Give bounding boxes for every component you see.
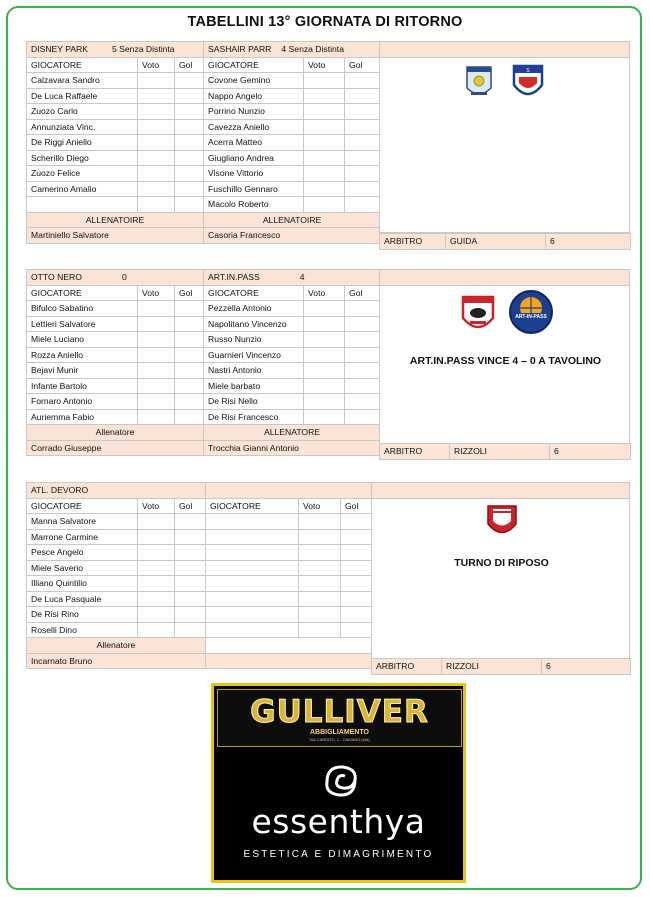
player-name: Bejavi Munir [27, 363, 138, 379]
player-cell [304, 363, 345, 379]
player-cell [304, 119, 345, 135]
col-giocatore: GIOCATORE [204, 57, 304, 73]
player-cell [138, 104, 175, 120]
otto-nero-logo-icon [460, 294, 496, 336]
match1-away-coach-label: ALLENATOIRE [204, 212, 381, 228]
player-row [27, 529, 373, 545]
player-cell [345, 197, 381, 213]
match2-home-coach: Corrado Giuseppe [27, 440, 204, 456]
player-cell [175, 181, 204, 197]
player-cell [304, 332, 345, 348]
player-cell [345, 119, 381, 135]
match2-referee-vote: 6 [550, 444, 631, 460]
player-row [27, 197, 381, 213]
match2-home-team: OTTO NERO 0 [27, 270, 204, 286]
match3-side-header [371, 482, 630, 499]
player-cell [138, 197, 175, 213]
col-voto: Voto [304, 285, 345, 301]
player-cell [206, 576, 299, 592]
player-cell [299, 560, 341, 576]
match3-referee: RIZZOLI [442, 659, 542, 675]
player-name: Roselli Dino [27, 622, 138, 638]
player-cell [304, 316, 345, 332]
player-cell [175, 607, 206, 623]
col-gol: Gol [175, 57, 204, 73]
player-cell [345, 347, 381, 363]
player-name: Manna Salvatore [27, 514, 138, 530]
player-cell [304, 378, 345, 394]
player-cell [345, 394, 381, 410]
player-row [27, 591, 373, 607]
player-cell [138, 607, 175, 623]
match3-away-coach [206, 653, 373, 669]
match3-home-team: ATL. DEVORO [27, 483, 206, 499]
player-cell [138, 409, 175, 425]
player-cell [345, 88, 381, 104]
player-row [27, 576, 373, 592]
sashair-parr-logo-icon [511, 63, 545, 103]
player-name: De Luca Pasquale [27, 591, 138, 607]
player-cell [304, 104, 345, 120]
player-cell [138, 166, 175, 182]
gulliver-banner [217, 689, 462, 747]
player-name: Guarnieri Vincenzo [204, 347, 304, 363]
player-row [27, 88, 381, 104]
match3-away-team [206, 483, 373, 499]
match3-note: TURNO DI RIPOSO [454, 557, 549, 569]
player-name: Camerino Amalio [27, 181, 138, 197]
player-name: Nappo Angelo [204, 88, 304, 104]
player-cell [341, 529, 373, 545]
svg-text:S: S [526, 68, 530, 74]
sponsor-banner [211, 683, 466, 883]
player-cell [304, 88, 345, 104]
player-cell [304, 166, 345, 182]
player-name: Miele barbato [204, 378, 304, 394]
player-cell [206, 529, 299, 545]
match1-referee-vote: 6 [546, 234, 631, 250]
col-voto: Voto [138, 285, 175, 301]
player-cell [299, 607, 341, 623]
player-name: Bifulco Sabatino [27, 301, 138, 317]
player-cell [304, 301, 345, 317]
player-cell [345, 332, 381, 348]
player-row [27, 166, 381, 182]
player-cell [304, 394, 345, 410]
player-row [27, 607, 373, 623]
player-name: Visone Vittorio [204, 166, 304, 182]
col-voto: Voto [299, 498, 341, 514]
player-name: Zuozo Carlo [27, 104, 138, 120]
player-cell [299, 545, 341, 561]
player-cell [138, 119, 175, 135]
player-cell [345, 73, 381, 89]
player-name: Giugliano Andrea [204, 150, 304, 166]
player-cell [175, 88, 204, 104]
player-cell [206, 607, 299, 623]
player-cell [175, 301, 204, 317]
player-cell [299, 591, 341, 607]
player-name: Zuozo Felice [27, 166, 138, 182]
player-cell [341, 622, 373, 638]
player-cell [341, 545, 373, 561]
player-cell [304, 197, 345, 213]
player-cell [138, 181, 175, 197]
player-row [27, 378, 381, 394]
player-cell [175, 135, 204, 151]
col-giocatore: GIOCATORE [27, 57, 138, 73]
player-cell [206, 560, 299, 576]
player-cell [175, 166, 204, 182]
col-voto: Voto [138, 498, 175, 514]
match2-away-coach-label: ALLENATORE [204, 425, 381, 441]
player-cell [345, 104, 381, 120]
match3-empty [206, 638, 373, 654]
match2-logo-box [379, 285, 630, 444]
player-cell [175, 363, 204, 379]
col-giocatore: GIOCATORE [27, 285, 138, 301]
col-voto: Voto [304, 57, 345, 73]
player-name: Pesce Angelo [27, 545, 138, 561]
player-cell [175, 576, 206, 592]
match2-table [26, 269, 381, 456]
player-name: De Luca Raffaele [27, 88, 138, 104]
match1-home-team: DISNEY PARK 5 Senza Distinta [27, 42, 204, 58]
match1-away-coach: Casoria Francesco [204, 228, 381, 244]
player-cell [304, 73, 345, 89]
player-cell [175, 119, 204, 135]
player-cell [138, 135, 175, 151]
player-cell [299, 529, 341, 545]
disney-park-logo-icon [464, 64, 494, 102]
player-name: De Riggi Aniello [27, 135, 138, 151]
player-name: Russo Nunzio [204, 332, 304, 348]
page-title: TABELLINI 13° GIORNATA DI RITORNO [187, 14, 463, 30]
player-cell [175, 409, 204, 425]
match3-home-coach-label: Allenatore [27, 638, 206, 654]
art-in-pass-logo-text: ART-IN-PASS [515, 314, 547, 320]
match1-side-header [379, 41, 630, 58]
player-cell [175, 394, 204, 410]
player-name: Infante Bartolo [27, 378, 138, 394]
player-cell [175, 73, 204, 89]
player-cell [138, 301, 175, 317]
player-name: Rozza Aniello [27, 347, 138, 363]
player-row [27, 181, 381, 197]
player-cell [345, 363, 381, 379]
match2-referee-label: ARBITRO [380, 444, 450, 460]
match3-referee-label: ARBITRO [372, 659, 442, 675]
player-row [27, 332, 381, 348]
player-cell [304, 150, 345, 166]
player-cell [206, 591, 299, 607]
match1-referee-label: ARBITRO [380, 234, 446, 250]
player-name: Macolo Roberto [204, 197, 304, 213]
match1-referee-row [379, 233, 631, 250]
player-row [27, 119, 381, 135]
player-cell [345, 135, 381, 151]
player-cell [175, 332, 204, 348]
match2-result-note: ART.IN.PASS VINCE 4 – 0 A TAVOLINO [409, 355, 602, 367]
player-name: Fornaro Antonio [27, 394, 138, 410]
player-name: Miele Luciano [27, 332, 138, 348]
player-name: Marrone Carmine [27, 529, 138, 545]
player-cell [138, 529, 175, 545]
player-cell [138, 576, 175, 592]
match3-home-coach: Incarnato Bruno [27, 653, 206, 669]
player-name: Napolitano Vincenzo [204, 316, 304, 332]
player-cell [138, 560, 175, 576]
match2-home-coach-label: Allenatore [27, 425, 204, 441]
player-cell [138, 88, 175, 104]
art-in-pass-logo-icon [508, 289, 554, 335]
player-cell [299, 576, 341, 592]
player-cell [175, 378, 204, 394]
player-cell [304, 181, 345, 197]
player-cell [175, 591, 206, 607]
player-cell [304, 347, 345, 363]
player-row [27, 560, 373, 576]
player-cell [175, 150, 204, 166]
player-cell [304, 135, 345, 151]
player-cell [341, 591, 373, 607]
player-cell [299, 622, 341, 638]
player-cell [175, 622, 206, 638]
player-name: Porrino Nunzio [204, 104, 304, 120]
player-name: Covone Gemino [204, 73, 304, 89]
essenthya-subtitle: ESTETICA E DIMAGRIMENTO [243, 849, 434, 860]
match1-away-team: SASHAIR PARR 4 Senza Distinta [204, 42, 381, 58]
player-row [27, 150, 381, 166]
player-cell [138, 514, 175, 530]
col-gol: Gol [345, 57, 381, 73]
match3-referee-row [371, 658, 631, 675]
match1-logo-box [379, 57, 630, 233]
player-row [27, 394, 381, 410]
player-cell [138, 363, 175, 379]
essenthya-swirl-icon [321, 762, 361, 800]
player-cell [138, 316, 175, 332]
match2-away-team: ART.IN.PASS 4 [204, 270, 381, 286]
player-name: Miele Saverio [27, 560, 138, 576]
player-name: Lettieri Salvatore [27, 316, 138, 332]
player-name: De Risi Nello [204, 394, 304, 410]
player-cell [138, 378, 175, 394]
player-cell [341, 514, 373, 530]
player-name: Acerra Matteo [204, 135, 304, 151]
essenthya-logo: essenthya [251, 802, 426, 841]
gulliver-logo: GULLIVER [250, 694, 429, 730]
player-row [27, 514, 373, 530]
gulliver-subtitle: ABBIGLIAMENTO [310, 729, 369, 736]
col-voto: Voto [138, 57, 175, 73]
col-giocatore: GIOCATORE [27, 498, 138, 514]
player-cell [138, 622, 175, 638]
player-cell [175, 197, 204, 213]
player-name: Calzavara Sandro [27, 73, 138, 89]
player-cell [341, 576, 373, 592]
match1-referee: GUIDA [446, 234, 546, 250]
player-cell [138, 347, 175, 363]
player-name: De Risi Rino [27, 607, 138, 623]
match1-home-coach-label: ALLENATOIRE [27, 212, 204, 228]
col-gol: Gol [175, 498, 206, 514]
player-cell [345, 316, 381, 332]
player-name: Cavezza Aniello [204, 119, 304, 135]
player-row [27, 135, 381, 151]
player-cell [175, 560, 206, 576]
player-cell [299, 514, 341, 530]
player-cell [138, 332, 175, 348]
atl-devoro-logo-icon [485, 503, 519, 541]
player-name [27, 197, 138, 213]
player-cell [345, 166, 381, 182]
player-cell [138, 394, 175, 410]
col-giocatore: GIOCATORE [206, 498, 299, 514]
player-name: Fuschillo Gennaro [204, 181, 304, 197]
gulliver-address: VIA CARDITO, 1 - CAIVANO (NA) [309, 737, 370, 742]
player-cell [345, 181, 381, 197]
col-giocatore: GIOCATORE [204, 285, 304, 301]
player-name: Nastri Antonio [204, 363, 304, 379]
player-cell [175, 514, 206, 530]
player-cell [175, 545, 206, 561]
player-cell [345, 150, 381, 166]
player-row [27, 363, 381, 379]
player-cell [206, 514, 299, 530]
player-row [27, 347, 381, 363]
player-name: Pezzella Antonio [204, 301, 304, 317]
player-row [27, 104, 381, 120]
player-cell [341, 560, 373, 576]
player-row [27, 545, 373, 561]
match2-away-coach: Trocchia Gianni Antonio [204, 440, 381, 456]
player-name: Annunziata Vinc. [27, 119, 138, 135]
player-cell [175, 316, 204, 332]
col-gol: Gol [345, 285, 381, 301]
player-cell [138, 545, 175, 561]
essenthya-banner [217, 750, 460, 878]
player-cell [175, 529, 206, 545]
player-row [27, 409, 381, 425]
player-cell [345, 378, 381, 394]
player-row [27, 316, 381, 332]
player-cell [138, 150, 175, 166]
match2-referee-row [379, 443, 631, 460]
player-cell [175, 104, 204, 120]
player-cell [206, 622, 299, 638]
player-cell [345, 409, 381, 425]
match1-home-coach: Martiniello Salvatore [27, 228, 204, 244]
player-name: Auriemma Fabio [27, 409, 138, 425]
player-cell [206, 545, 299, 561]
match3-referee-vote: 6 [542, 659, 631, 675]
player-cell [175, 347, 204, 363]
player-cell [341, 607, 373, 623]
match3-table [26, 482, 373, 669]
match1-table [26, 41, 381, 244]
player-cell [138, 73, 175, 89]
player-name: Scherillo Diego [27, 150, 138, 166]
player-name: Illiano Quintilio [27, 576, 138, 592]
player-name: De Risi Francesco [204, 409, 304, 425]
player-row [27, 301, 381, 317]
col-gol: Gol [341, 498, 373, 514]
player-row [27, 622, 373, 638]
player-cell [304, 409, 345, 425]
col-gol: Gol [175, 285, 204, 301]
match3-logo-box [371, 498, 630, 659]
player-cell [345, 301, 381, 317]
player-row [27, 73, 381, 89]
player-cell [138, 591, 175, 607]
match2-referee: RIZZOLI [450, 444, 550, 460]
match2-side-header [379, 269, 630, 286]
